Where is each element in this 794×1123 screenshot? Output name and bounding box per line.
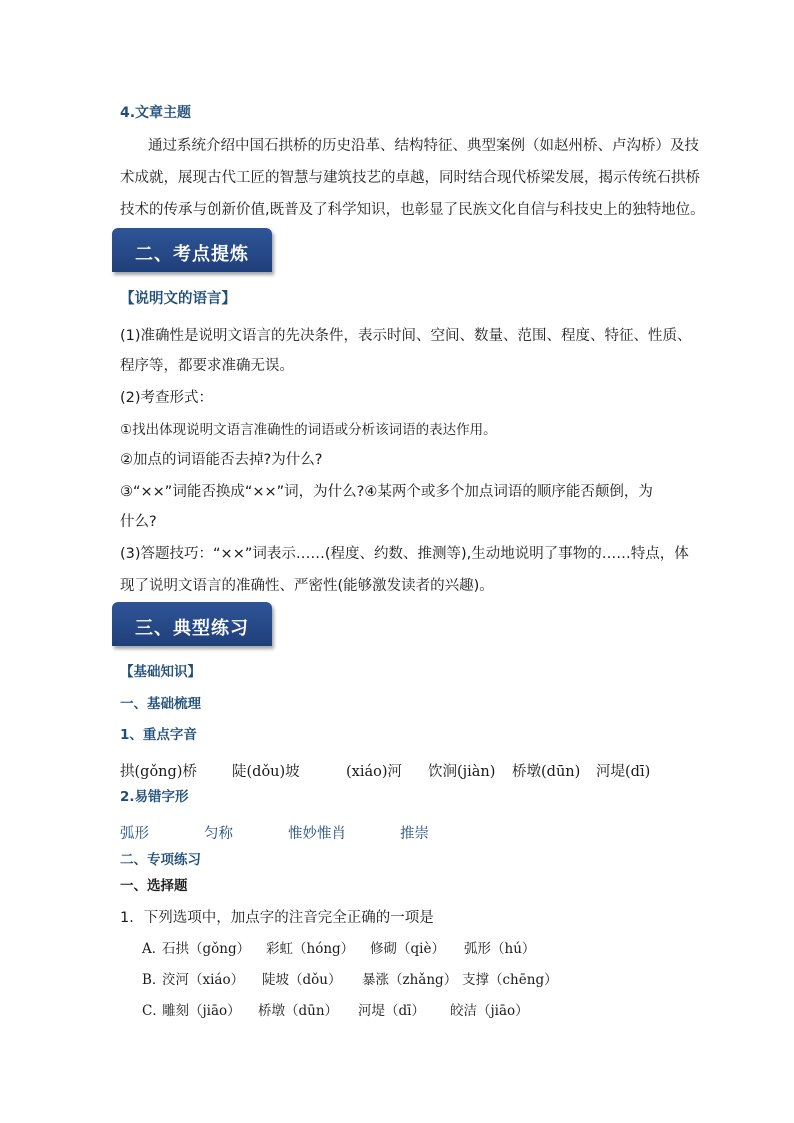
- basics-sub-heading: 一、基础梳理: [120, 696, 201, 712]
- explain-line-7: 什么?: [120, 514, 157, 530]
- option-item: 弧形（hú）: [464, 941, 536, 957]
- glyph-item: 惟妙惟肖: [288, 826, 346, 842]
- theme-line-1: 通过系统介绍中国石拱桥的历史沿革、结构特征、典型案例（如赵州桥、卢沟桥）及技: [148, 138, 699, 154]
- option-item: 雕刻（jiāo）: [162, 1003, 241, 1019]
- explain-line-2: 程序等，都要求准确无误。: [120, 358, 294, 374]
- option-item: 河堤（dī）: [358, 1003, 425, 1019]
- option-item: 暴涨（zhǎng）: [362, 972, 458, 988]
- option-item: 皎洁（jiāo）: [450, 1003, 529, 1019]
- explain-line-1: (1)准确性是说明文语言的先决条件，表示时间、空间、数量、范围、程度、特征、性质、: [120, 328, 692, 344]
- question-text: 1．下列选项中，加点字的注音完全正确的一项是: [120, 910, 434, 926]
- pinyin-item: 饮涧(jiàn): [428, 764, 496, 780]
- glyph-item: 推崇: [400, 826, 429, 842]
- explain-heading: 【说明文的语言】: [120, 291, 236, 307]
- pinyin-item: 拱(gǒng)桥: [120, 764, 197, 780]
- glyph-item: 匀称: [204, 826, 233, 842]
- theme-line-3: 技术的传承与创新价值,既普及了科学知识，也彰显了民族文化自信与科技史上的独特地位。: [120, 202, 705, 218]
- option-item: 洨河（xiáo）: [162, 972, 245, 988]
- option-label: A．: [142, 941, 166, 957]
- section-heading-theme: 4.文章主题: [120, 105, 192, 121]
- explain-line-5: ②加点的词语能否去掉?为什么?: [120, 452, 323, 468]
- pronunciation-heading: 1、重点字音: [120, 727, 197, 743]
- theme-line-2: 术成就，展现古代工匠的智慧与建筑技艺的卓越，同时结合现代桥梁发展，揭示传统石拱桥: [120, 170, 700, 186]
- option-item: 桥墩（dūn）: [258, 1003, 339, 1019]
- explain-line-8: (3)答题技巧：“××”词表示……(程度、约数、推测等),生动地说明了事物的……特点，体: [120, 546, 689, 562]
- option-item: 陡坡（dǒu）: [262, 972, 342, 988]
- banner-title: 二、考点提炼: [135, 244, 249, 265]
- option-item: 修砌（qiè）: [370, 941, 445, 957]
- option-item: 彩虹（hóng）: [266, 941, 355, 957]
- section-banner-exercises: [112, 602, 272, 646]
- special-practice-heading: 二、专项练习: [120, 852, 201, 868]
- glyph-heading: 2.易错字形: [120, 789, 189, 805]
- explain-line-6: ③“××”词能否换成“××”词，为什么?④某两个或多个加点词语的顺序能否颠倒，为: [120, 484, 653, 500]
- pinyin-item: (xiáo)河: [346, 764, 403, 780]
- choice-heading: 一、选择题: [120, 878, 188, 894]
- option-item: 支撑（chēng）: [462, 972, 558, 988]
- explain-line-3: (2)考查形式：: [120, 390, 214, 406]
- pinyin-item: 河堤(dī): [596, 764, 651, 780]
- pinyin-item: 桥墩(dūn): [512, 764, 581, 780]
- option-item: 石拱（gǒng）: [162, 941, 251, 957]
- option-label: B．: [142, 972, 166, 988]
- glyph-item: 弧形: [120, 826, 149, 842]
- banner-title: 三、典型练习: [135, 618, 249, 639]
- section-banner-key-points: [112, 228, 272, 272]
- explain-line-4: ①找出体现说明文语言准确性的词语或分析该词语的表达作用。: [120, 422, 497, 438]
- basics-heading: 【基础知识】: [120, 664, 201, 680]
- explain-line-9: 现了说明文语言的准确性、严密性(能够激发读者的兴趣)。: [120, 578, 494, 594]
- option-label: C．: [142, 1003, 166, 1019]
- pinyin-item: 陡(dǒu)坡: [232, 764, 300, 780]
